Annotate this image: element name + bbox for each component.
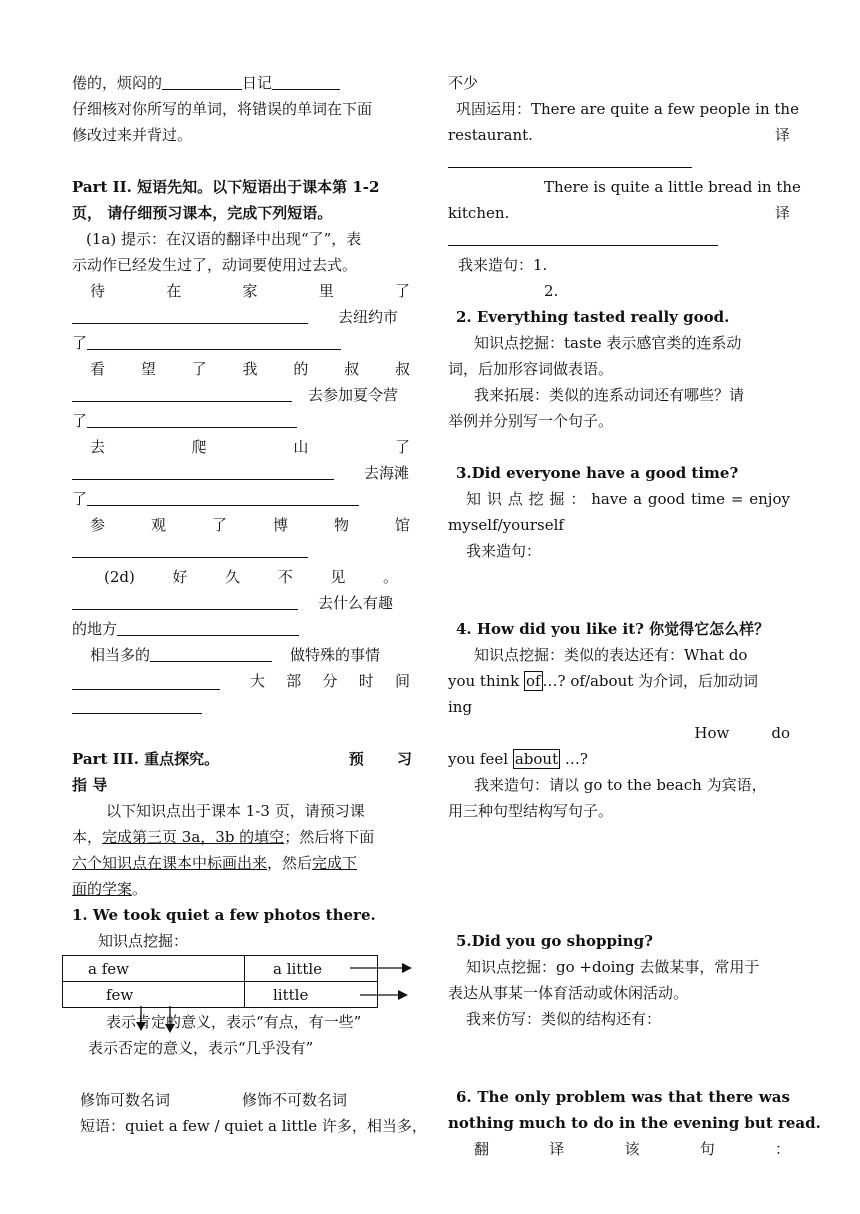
answer-blank[interactable] — [72, 697, 202, 714]
answer-line — [448, 148, 790, 174]
answer-blank[interactable] — [448, 151, 692, 168]
text: …? — [560, 750, 588, 768]
phrase-text: 的地方 — [72, 620, 118, 638]
char: 知 — [466, 490, 482, 508]
phrase-most-time — [220, 668, 412, 694]
char: 译 — [549, 1140, 565, 1158]
char: 不 — [277, 568, 293, 586]
char: 望 — [140, 360, 156, 378]
knowledge-6-title — [448, 1084, 790, 1110]
answer-blank[interactable] — [117, 619, 299, 636]
phrase-visit-uncle — [72, 356, 412, 382]
spacer — [72, 720, 412, 746]
char: 点 — [507, 490, 523, 508]
part3-title: Part III. 重点探究。 — [72, 750, 220, 768]
phrase-text: 相当多的 — [90, 646, 151, 664]
text: …? of/about 为介词，后加动词 — [542, 672, 759, 690]
knowledge-5-title: 5.Did you go shopping? — [456, 932, 653, 950]
spacer — [448, 564, 790, 590]
dig-line: 知识点挖掘：类似的表达还有：What do — [474, 646, 748, 664]
char: have — [591, 490, 628, 508]
char: 观 — [150, 516, 166, 534]
word: 6. — [456, 1088, 472, 1106]
text: 修饰可数名词 — [80, 1091, 171, 1109]
phrase-line — [72, 486, 412, 512]
dig-line: 知识点挖掘：go +doing 去做某事，常用于 — [466, 958, 760, 976]
boxed-word-of: of — [525, 672, 541, 690]
phrase-text: 去海滩 — [364, 464, 410, 482]
phrase-long-time — [72, 564, 412, 590]
guide-label: 指 导 — [72, 776, 108, 794]
guide-line — [72, 850, 412, 876]
char: 翻 — [474, 1140, 490, 1158]
phrase-line — [72, 694, 412, 720]
char: 。 — [382, 568, 398, 586]
translate-line — [448, 1136, 790, 1162]
dig-line: 词，后加形容词做表语。 — [448, 360, 614, 378]
answer-blank[interactable] — [150, 645, 272, 662]
phrase-text: 去参加夏令营 — [308, 386, 399, 404]
char: 里 — [318, 282, 334, 300]
phrase-climb-mountain — [72, 434, 412, 460]
char: 了 — [211, 516, 227, 534]
spacer — [448, 850, 790, 876]
text: ；然后将下面 — [284, 828, 375, 846]
part2-title-cont: 页， 请仔细预习课本，完成下列短语。 — [72, 204, 333, 222]
practice-line: 巩固运用：There are quite a few people in the — [456, 100, 799, 118]
text: 译 — [774, 126, 790, 144]
char: enjoy — [749, 490, 790, 508]
copy-line: 我来仿写：类似的结构还有： — [466, 1010, 662, 1028]
table-cell: few — [63, 982, 245, 1008]
spacer — [448, 824, 790, 850]
char: time — [691, 490, 725, 508]
preview-label: 预 习 — [348, 750, 426, 768]
char: (2d) — [104, 568, 135, 586]
spacer — [72, 148, 412, 174]
text-underlined: 完成第三页 3a，3b 的填空 — [102, 828, 285, 846]
char: 间 — [394, 672, 410, 690]
part2-title: Part II. 短语先知。以下短语出于课本第 1-2 — [72, 178, 380, 196]
text: 修饰不可数名词 — [242, 1091, 348, 1109]
char: ： — [570, 490, 586, 508]
practice-line: There is quite a little bread in the — [544, 178, 801, 196]
right-arrows — [340, 960, 420, 1005]
char: 我 — [242, 360, 258, 378]
answer-blank[interactable] — [162, 73, 242, 90]
answer-blank[interactable] — [72, 673, 220, 690]
meaning-positive: 表示肯定的意义，表示“有点，有一些” — [106, 1013, 362, 1031]
make-sentence: 我来造句： — [466, 542, 542, 560]
char: 待 — [90, 282, 106, 300]
char: 大 — [250, 672, 266, 690]
boxed-word-about: about — [514, 750, 559, 768]
dig-line: ing — [448, 698, 473, 716]
char: 分 — [322, 672, 338, 690]
dig-line — [448, 668, 790, 694]
make-sentence: 用三种句型结构写句子。 — [448, 802, 614, 820]
phrase-text: 了 — [72, 412, 88, 430]
spacer — [448, 876, 790, 902]
char: 了 — [191, 360, 207, 378]
text-underlined: 面的学案 — [72, 880, 133, 898]
answer-blank[interactable] — [72, 463, 334, 480]
phrase-line — [72, 460, 412, 486]
table-cell: a little — [245, 956, 378, 982]
word: was — [631, 1088, 663, 1106]
phrase-text: 了 — [72, 490, 88, 508]
word: The — [477, 1088, 509, 1106]
phrase-line — [72, 304, 412, 330]
meaning-negative: 表示否定的意义，表示“几乎没有” — [88, 1039, 314, 1057]
word: only — [514, 1088, 550, 1106]
char: ： — [774, 1140, 790, 1158]
char: 时 — [358, 672, 374, 690]
right-column — [448, 70, 821, 1162]
answer-blank[interactable] — [87, 333, 341, 350]
char: 该 — [624, 1140, 640, 1158]
char: 在 — [166, 282, 182, 300]
char: 参 — [90, 516, 106, 534]
char: 去 — [90, 438, 106, 456]
instruction-line: 仔细核对你所写的单词，将错误的单词在下面 — [72, 100, 373, 118]
spacer — [448, 902, 790, 928]
modifier-line — [72, 1087, 417, 1113]
char: 见 — [330, 568, 346, 586]
table-row — [63, 982, 378, 1008]
dig-line: 表达从事某一体育活动或休闲活动。 — [448, 984, 689, 1002]
make-sentence: 我来造句：请以 go to the beach 为宾语， — [474, 776, 767, 794]
guide-line — [72, 876, 412, 902]
char: 了 — [394, 282, 410, 300]
word: there — [708, 1088, 754, 1106]
few-little-table — [62, 955, 378, 1008]
dig-line: 知识点挖掘：taste 表示感官类的连系动 — [474, 334, 742, 352]
extend-line: 举例并分别写一个句子。 — [448, 412, 614, 430]
char: 好 — [172, 568, 188, 586]
vocab-line — [72, 70, 412, 96]
practice-line — [448, 200, 790, 226]
phrase-line — [72, 590, 412, 616]
knowledge-2-title: 2. Everything tasted really good. — [456, 308, 730, 326]
text-underlined: 六个知识点在课本中标画出来 — [72, 854, 268, 872]
make-sentence-2: 2. — [544, 282, 559, 300]
char: good — [647, 490, 686, 508]
text: kitchen. — [448, 204, 510, 222]
guide-line: 以下知识点出于课本 1-3 页，请预习课 — [106, 802, 365, 820]
phrase-stay-home — [72, 278, 412, 304]
char: 馆 — [394, 516, 410, 534]
table-cell: a few — [63, 956, 245, 982]
knowledge-3-title: 3.Did everyone have a good time? — [456, 464, 739, 482]
text-line: 不少 — [448, 74, 479, 92]
text: you feel — [448, 750, 509, 768]
spacer — [448, 1058, 790, 1084]
text: ，然后 — [267, 854, 313, 872]
left-column — [72, 70, 426, 954]
phrase-text: 做特殊的事情 — [290, 646, 381, 664]
word: problem — [555, 1088, 626, 1106]
char: 物 — [333, 516, 349, 534]
char: 叔 — [394, 360, 410, 378]
phrase-quite-a-few: 短语：quiet a few / quiet a little 许多，相当多， — [80, 1117, 427, 1135]
text: you think — [448, 672, 520, 690]
spacer — [448, 434, 790, 460]
spacer — [448, 590, 790, 616]
phrase-text: 去什么有趣 — [318, 594, 394, 612]
answer-line — [448, 226, 790, 252]
phrase-line — [72, 642, 412, 668]
instruction-line: 修改过来并背过。 — [72, 126, 193, 144]
phrase-text: 了 — [72, 334, 88, 352]
text: 本， — [72, 828, 103, 846]
char: 了 — [394, 438, 410, 456]
char: 爬 — [191, 438, 207, 456]
phrase-line — [72, 408, 412, 434]
hint-line: (1a) 提示：在汉语的翻译中出现“了”，表 — [86, 230, 362, 248]
feel-line — [448, 746, 790, 772]
char: 识 — [486, 490, 502, 508]
table-row — [63, 956, 378, 982]
how-do-line — [448, 720, 790, 746]
knowledge-4-title: 4. How did you like it? 你觉得它怎么样？ — [456, 620, 770, 638]
text: 译 — [774, 204, 790, 222]
answer-blank[interactable] — [72, 385, 292, 402]
dig-line: myself/yourself — [448, 516, 564, 534]
char: a — [633, 490, 643, 508]
extend-line: 我来拓展：类似的连系动词还有哪些？请 — [474, 386, 745, 404]
char: 句 — [699, 1140, 715, 1158]
spacer — [72, 1061, 417, 1087]
char: 部 — [286, 672, 302, 690]
phrase-text: 去纽约市 — [338, 308, 399, 326]
knowledge-1-title: 1. We took quiet a few photos there. — [72, 906, 376, 924]
char: 久 — [225, 568, 241, 586]
practice-line — [448, 122, 790, 148]
char: = — [730, 490, 744, 508]
char: 挖 — [528, 490, 544, 508]
text: 倦的，烦闷的 — [72, 74, 163, 92]
char: 山 — [293, 438, 309, 456]
answer-blank[interactable] — [72, 593, 298, 610]
dig-line — [448, 486, 790, 512]
left-bottom — [72, 1009, 427, 1139]
part3-title-line — [72, 746, 426, 772]
dig-label: 知识点挖掘： — [98, 932, 189, 950]
char: 掘 — [549, 490, 565, 508]
text: How — [694, 724, 730, 742]
table-cell: little — [245, 982, 378, 1008]
char: 叔 — [344, 360, 360, 378]
guide-line — [72, 824, 412, 850]
char: 博 — [272, 516, 288, 534]
answer-blank[interactable] — [87, 411, 297, 428]
hint-line: 示动作已经发生过了，动词要使用过去式。 — [72, 256, 358, 274]
phrase-visit-museum — [72, 512, 412, 538]
phrase-line — [72, 330, 412, 356]
text: 。 — [132, 880, 148, 898]
spacer — [448, 1032, 790, 1058]
text-underlined: 完成下 — [312, 854, 358, 872]
char: 的 — [293, 360, 309, 378]
text: do — [771, 724, 790, 742]
word: that — [668, 1088, 703, 1106]
answer-blank[interactable] — [87, 489, 359, 506]
answer-blank[interactable] — [72, 307, 308, 324]
phrase-line — [72, 616, 412, 642]
char: 看 — [90, 360, 106, 378]
char: 家 — [242, 282, 258, 300]
phrase-line — [72, 538, 412, 564]
knowledge-6-title-cont: nothing much to do in the evening but read. — [448, 1114, 821, 1132]
answer-blank[interactable] — [72, 541, 308, 558]
text: restaurant. — [448, 126, 533, 144]
answer-blank[interactable] — [272, 73, 340, 90]
text: 日记 — [242, 74, 273, 92]
make-sentence-1: 我来造句：1. — [458, 256, 548, 274]
phrase-line — [72, 382, 412, 408]
answer-blank[interactable] — [448, 229, 718, 246]
phrase-line — [72, 668, 412, 694]
word: was — [758, 1088, 790, 1106]
